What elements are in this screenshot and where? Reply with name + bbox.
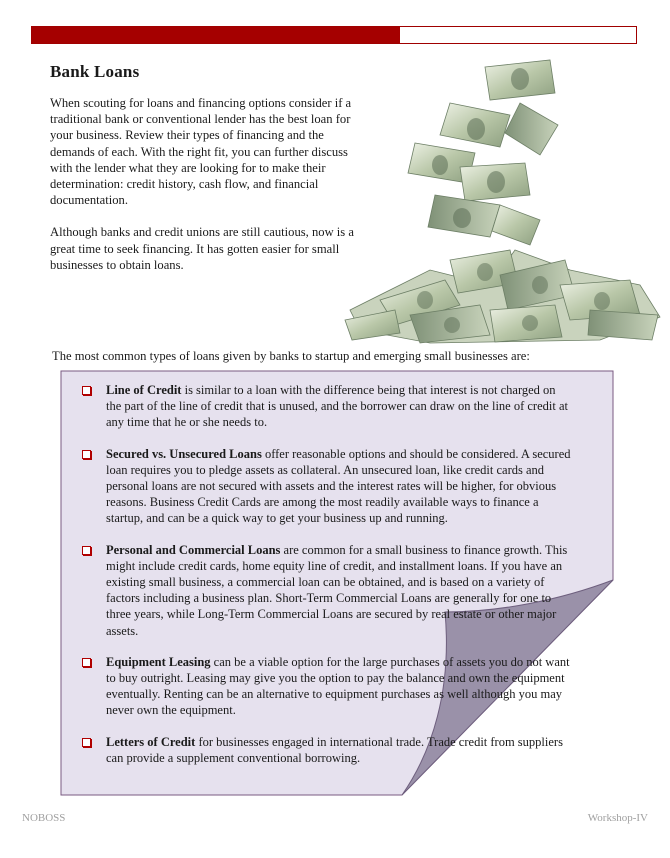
intro-paragraph-1: When scouting for loans and financing options consider if a traditional bank or conventional lender has the best loan for your business. Review their types of financing and the demands of each. With the right fit, you can further discuss with the lender what they are looking for to make their determination: credit history, cash flow, and financial documentation. xyxy=(50,96,352,208)
checkbox-bullet-icon xyxy=(82,738,91,747)
loan-term: Letters of Credit xyxy=(106,734,196,749)
checkbox-bullet-icon xyxy=(82,386,91,395)
page-title: Bank Loans xyxy=(50,62,140,81)
checkbox-bullet-icon xyxy=(82,546,91,555)
loan-term: Personal and Commercial Loans xyxy=(106,542,281,557)
loan-term: Equipment Leasing xyxy=(106,654,211,669)
loan-types-list xyxy=(82,382,572,781)
checkbox-bullet-icon xyxy=(82,658,91,667)
loan-description: is similar to a loan with the difference being that interest is not charged on the part of the line of credit that is unused, and the borrower can draw on the line of credit at any time that he or she needs to. xyxy=(106,383,568,430)
checkbox-bullet-icon xyxy=(82,450,91,459)
list-item xyxy=(82,382,572,431)
list-item xyxy=(82,542,572,639)
loan-term: Secured vs. Unsecured Loans xyxy=(106,446,262,461)
list-item xyxy=(82,446,572,527)
lead-sentence: The most common types of loans given by banks to startup and emerging small businesses are: xyxy=(52,349,530,363)
loan-description: for businesses engaged in international trade. Trade credit from suppliers can provide a supplement conventional borrowing. xyxy=(106,734,563,765)
loan-description: can be a viable option for the large purchases of assets you do not want to buy outright. Leasing may give you the option to pay the balance and own the equipment eventually. Renting can be an alternative to equipment purchases as well although you may never own the equipment. xyxy=(106,654,570,718)
loan-description: offer reasonable options and should be considered. A secured loan requires you to pledge assets as collateral. An unsecured loan, like credit cards and personal loans are not secured with assets and the interest rates will be higher, for obvious reasons. Business Credit Cards are among the most readily available ways to finance a startup, and can be a quick way to get your business up and running. xyxy=(106,446,571,526)
footer-right: Workshop-IV xyxy=(587,812,648,824)
list-item xyxy=(82,734,572,766)
loan-term: Line of Credit xyxy=(106,383,182,397)
intro-paragraph-2: Although banks and credit unions are still cautious, now is a great time to seek financing. It has gotten easier for small businesses to obtain loans. xyxy=(50,225,354,272)
list-item xyxy=(82,654,572,719)
footer-left: NOBOSS xyxy=(22,812,66,824)
loan-description: are common for a small business to finance growth. This might include credit cards, home equity line of credit, and installment loans. If you have an existing small business, a commercial loan can be obtained, and is based on a variety of factors including a business plan. Short-Term Commercial Loans are generally for one to three years, while Long-Term Commercial Loans are secured by real estate or other major assets. xyxy=(106,542,568,638)
